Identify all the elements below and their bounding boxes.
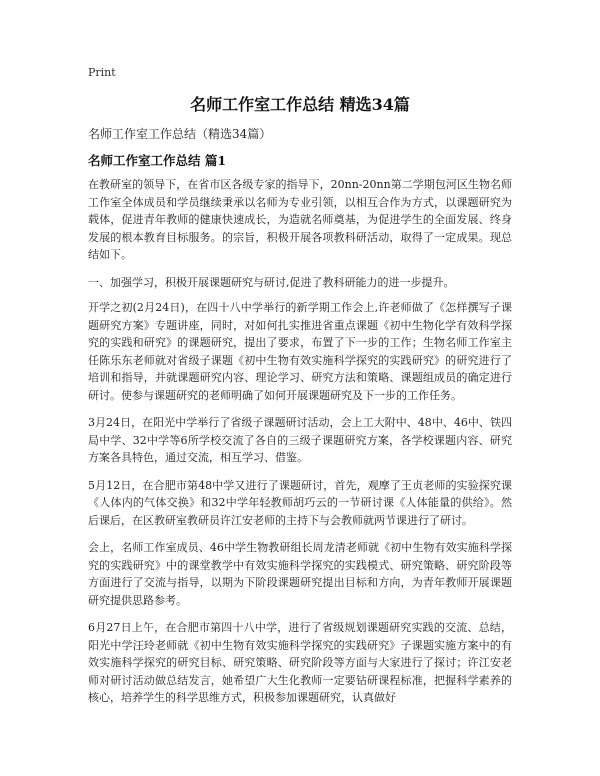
print-link[interactable]: Print (88, 66, 116, 79)
section-heading: 名师工作室工作总结 篇1 (88, 153, 227, 168)
paragraph-meeting: 会上，名师工作室成员、46中学生物教研组长周龙清老师就《初中生物有效实施科学探究的实践研究》中的课堂教学中有效实施科学探究的实践模式、研究策略、研究阶段等方面进行了交流与指导，以期为下阶段课题研究提出目标和方向，为青年教师开展课题研究提供思路参考。 (88, 541, 512, 607)
document-page (88, 66, 512, 717)
paragraph-heading-one: 一、加强学习，积极开展课题研究与研讨,促进了教科研能力的进一步提升。 (88, 275, 455, 289)
paragraph-feb-24: 开学之初(2月24日)，在四十八中学举行的新学期工作会上,许老师做了《怎样撰写子课题研究方案》专题讲座，同时，对如何扎实推进省重点课题《初中生物化学有效科学探究的实践和研究》的课题研究，提出了要求，布置了下一步的工作；生物名师工作室主任陈乐东老师就对省级子课题《初中生物有效实施科学探究的实践研究》的研究进行了培训和指导，并就课题研究内容、理论学习、研究方法和策略、课题组成员的确定进行研讨。使参与课题研究的老师明确了如何开展课题研究及下一步的工作任务。 (88, 301, 512, 402)
page-title: 名师工作室工作总结 精选34篇 (190, 95, 410, 114)
paragraph-jun-27: 6月27日上午，在合肥市第四十八中学，进行了省级规划课题研究实践的交流、总结，阳光中学汪玲老师就《初中生物有效实施科学探究的实践研究》子课题实施方案中的有效实施科学探究的研究目标、研究策略、研究阶段等方面与大家进行了探讨；许江安老师对研讨活动做总结发言，她希望广大生化教师一定要钻研课程标准，把握科学素养的核心，培养学生的科学思维方式，积极参加课题研究，认真做好 (88, 621, 512, 704)
paragraph-may-12: 5月12日，在合肥市第48中学又进行了课题研讨，首先，观摩了王贞老师的实验探究课《人体内的气体交换》和32中学年轻教师胡巧云的一节研讨课《人体能量的供给》。然后课后，在区教研室教研员许江安老师的主持下与会教师就两节课进行了研讨。 (88, 478, 512, 527)
document-subtitle: 名师工作室工作总结（精选34篇） (88, 127, 272, 141)
paragraph-intro: 在教研室的领导下，在省市区各级专家的指导下，20nn-20nn第二学期包河区生物名师工作室全体成员和学员继续秉承以名师为专业引领，以相互合作为方式，以课题研究为载体，促进青年教师的健康快速成长，为造就名师奠基，为促进学生的全面发展、终身发展的根本教育目标服务。的宗旨，积极开展各项教科研活动，取得了一定成果。现总结如下。 (88, 178, 512, 261)
paragraph-mar-24: 3月24日，在阳光中学举行了省级子课题研讨活动，会上工大附中、48中、46中、铁四局中学、32中学等6所学校交流了各自的三级子课题研究方案，各学校课题内容、研究方案各具特色，通过交流，相互学习、借鉴。 (88, 416, 512, 464)
